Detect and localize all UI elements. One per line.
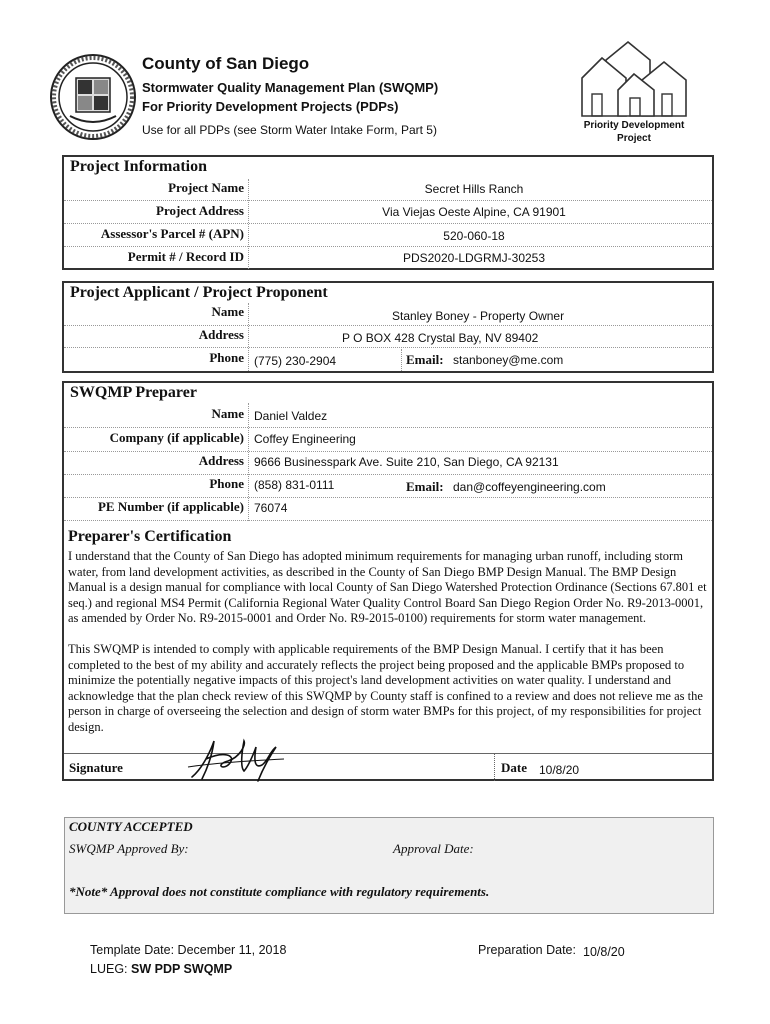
form-title: County of San Diego xyxy=(142,54,310,73)
applicant-email-field[interactable]: stanboney@me.com xyxy=(453,353,564,367)
pe-number-label: PE Number (if applicable) xyxy=(97,499,244,514)
pe-number-field[interactable]: 76074 xyxy=(254,501,288,515)
section-title: SWQMP Preparer xyxy=(70,384,197,401)
project-address-field[interactable]: Via Viejas Oeste Alpine, CA 91901 xyxy=(382,205,566,219)
preparer-name-field[interactable]: Daniel Valdez xyxy=(254,409,328,423)
divider xyxy=(64,223,712,224)
column-divider xyxy=(401,349,402,371)
divider xyxy=(64,246,712,247)
preparer-phone-field[interactable]: (858) 831-0111 xyxy=(254,478,335,492)
divider xyxy=(64,347,712,348)
form-subtitle-swqmp: Stormwater Quality Management Plan (SWQMP) xyxy=(142,80,439,95)
date-field[interactable]: 10/8/20 xyxy=(539,763,580,777)
project-applicant-section xyxy=(62,281,714,373)
certification-title: Preparer's Certification xyxy=(68,528,232,545)
divider xyxy=(64,753,712,754)
certification-paragraph-1: I understand that the County of San Diego has adopted minimum requirements for managing urban runoff, including storm water, from land development activities, as described in the County of San Diego BMP Design Manual. The BMP Design Manual is a design manual for compliance with local County of San Diego Watershed Protection Ordinance (Sections 67.801 et seq.) and regional MS4 Permit (California Regional Water Quality Control Board San Diego Region Order No. R9-2013-0001, as amended by Order No. R9-2015-0001 and Order No. R9-2015-0100) requirements for storm water management. xyxy=(68,549,707,625)
applicant-address-field[interactable]: P O BOX 428 Crystal Bay, NV 89402 xyxy=(342,331,539,345)
applicant-phone-label: Phone xyxy=(209,350,244,365)
county-accepted-title: COUNTY ACCEPTED xyxy=(69,819,193,834)
form-subtitle-pdp: For Priority Development Projects (PDPs) xyxy=(142,99,399,114)
approval-date-label: Approval Date: xyxy=(393,841,474,856)
divider xyxy=(64,451,712,452)
preparation-date-label: Preparation Date: xyxy=(478,943,576,957)
divider xyxy=(64,325,712,326)
handwritten-signature xyxy=(184,737,294,783)
preparation-date-value: 10/8/20 xyxy=(583,945,625,959)
approval-disclaimer: *Note* Approval does not constitute compliance with regulatory requirements. xyxy=(69,884,490,899)
project-information-section xyxy=(62,155,714,270)
section-title: Project Applicant / Project Proponent xyxy=(70,284,328,301)
divider xyxy=(64,200,712,201)
date-label: Date xyxy=(501,760,527,775)
divider xyxy=(64,497,712,498)
applicant-phone-field[interactable]: (775) 230-2904 xyxy=(254,354,337,368)
divider xyxy=(64,474,712,475)
pdp-logo-caption: Priority Development Project xyxy=(583,120,685,144)
applicant-name-field[interactable]: Stanley Boney - Property Owner xyxy=(392,309,565,323)
preparer-address-label: Address xyxy=(198,453,244,468)
lueg-prefix: LUEG: xyxy=(90,962,131,976)
signature-field[interactable] xyxy=(184,737,294,783)
preparer-email-label: Email: xyxy=(406,479,444,494)
houses-icon xyxy=(578,38,690,118)
apn-label: Assessor's Parcel # (APN) xyxy=(100,226,244,241)
section-title: Project Information xyxy=(70,158,207,175)
divider xyxy=(64,520,712,521)
column-divider xyxy=(494,754,495,781)
certification-paragraph-2: This SWQMP is intended to comply with applicable requirements of the BMP Design Manual. I certify that it has been completed to the best of my ability and accurately reflects the project being proposed and the applicable BMPs proposed to minimize the potentially negative impacts of this project's land development activities on water quality. I understand and acknowledge that the plan check review of this SWQMP by County staff is confined to a review and does not relieve me as the person in charge of overseeing the selection and design of storm water BMPs for this project, of my responsibilities for project design. xyxy=(68,642,703,734)
preparer-company-label: Company (if applicable) xyxy=(109,430,244,445)
column-divider xyxy=(248,179,249,269)
permit-label: Permit # / Record ID xyxy=(127,249,244,264)
column-divider xyxy=(248,403,249,521)
applicant-name-label: Name xyxy=(211,304,244,319)
signature-label: Signature xyxy=(69,760,123,775)
form-usage-note: Use for all PDPs (see Storm Water Intake Form, Part 5) xyxy=(142,123,437,137)
permit-field[interactable]: PDS2020-LDGRMJ-30253 xyxy=(402,251,546,265)
project-name-field[interactable]: Secret Hills Ranch xyxy=(424,182,524,196)
preparer-email-field[interactable]: dan@coffeyengineering.com xyxy=(453,480,606,494)
applicant-address-label: Address xyxy=(198,327,244,342)
preparer-name-label: Name xyxy=(211,406,244,421)
preparer-address-field[interactable]: 9666 Businesspark Ave. Suite 210, San Diego, CA 92131 xyxy=(254,455,559,469)
applicant-email-label: Email: xyxy=(406,352,444,367)
lueg-value: SW PDP SWQMP xyxy=(131,962,233,976)
lueg-code xyxy=(90,962,232,976)
column-divider xyxy=(248,303,249,371)
county-accepted-section xyxy=(64,817,714,914)
template-date: Template Date: December 11, 2018 xyxy=(90,943,287,957)
project-address-label: Project Address xyxy=(156,203,244,218)
apn-field[interactable]: 520-060-18 xyxy=(443,229,505,243)
preparer-company-field[interactable]: Coffey Engineering xyxy=(254,432,356,446)
swqmp-approved-by-label: SWQMP Approved By: xyxy=(69,841,189,856)
project-name-label: Project Name xyxy=(168,180,244,195)
county-seal-logo xyxy=(48,52,138,142)
swqmp-preparer-section xyxy=(62,381,714,781)
divider xyxy=(64,427,712,428)
preparer-phone-label: Phone xyxy=(209,476,244,491)
